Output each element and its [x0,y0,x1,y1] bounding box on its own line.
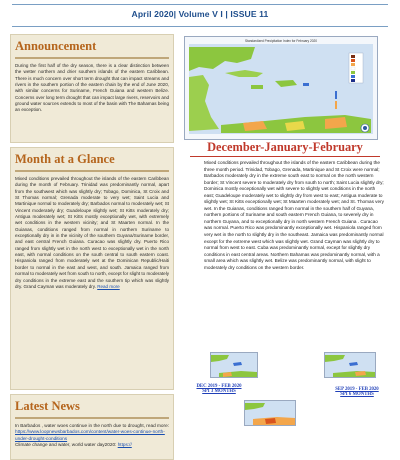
news-item-text: In Barbados , water woes continue in the north due to drought, read more: [15,423,169,428]
newsletter-header [0,0,400,28]
spi-3-month-label[interactable] [184,384,254,395]
news-item-text: Climate change and water, world water day2020: [15,442,117,448]
announcement-title-rule [15,57,169,59]
spi-6-month-label[interactable] [322,387,392,398]
header-rule-top [12,4,388,5]
latest-news-title-rule [15,417,169,419]
spi-6-month-label-line1: SEP 2019 - FEB 2020 [335,387,379,392]
news-item-link[interactable]: https:// [117,442,132,448]
latest-news-list [11,423,173,449]
issue-line: April 2020| Volume V I | ISSUE 11 [131,9,269,19]
announcement-title: Announcement [15,39,97,53]
read-more-link[interactable]: Read more [97,283,120,289]
spi-3-month-label-line1: DEC 2019 - FEB 2020 [196,384,242,389]
spi-bottom-map-graphic [245,401,295,425]
spi-bottom-thumbnail[interactable] [244,400,296,426]
map-caption: Standardized Precipitation Index for February 2020 [244,39,318,43]
news-item [15,423,169,442]
latest-news-box [10,394,174,460]
feature-title: December-January-February [207,140,363,154]
header-rule-bottom [12,26,388,27]
spi-6-month-map-graphic [325,353,375,377]
month-at-a-glance-body [11,176,173,290]
month-at-a-glance-title-rule [15,170,169,172]
month-at-a-glance-title: Month at a Glance [15,152,115,166]
feature-title-rule [190,156,380,157]
spi-6-month-thumbnail[interactable] [324,352,376,378]
latest-news-title: Latest News [15,399,80,413]
month-at-a-glance-text: Mixed conditions prevailed throughout the islands of the eastern Caribbean during the month of February. Trinidad was predominantly normal, apart from the southwest which was slightly dry; Tobago, Dominica, St Croix and St Thomas normal; Grenada moderate to very wet; Saint Lucia and Martinique normal to moderately dry; Barbados normal to moderately wet; St Vincent moderately dry; Guadeloupe slightly wet; St Kitts moderately dry; Antigua moderately wet; St Kitts mostly exceptionally wet, with extremely wet conditions in the western vicinity; and St Maarten normal. In the Guianas, conditions ranged from normal in northern Suriname to exceptionally dry in in the vicinity of the southern Guyana/Suriname border, and east central French Guiana. Curacao was slightly dry. Puerto Rico ranged from slightly wet in the north west to exceptionally wet in the north east, with normal conditions on the south central to south eastern coast. Hispaniola ranged from moderately wet at the Dominican Republic/Haiti border to normal in the east and west, and south. Jamaica ranged from normal to moderately wet from south to north, except for slight to moderately dry conditions in the extreme east and the southern tip which was slightly dry. Grand Cayman was moderately dry. [15,176,169,289]
spi-3-month-label-line2: SPI 3 MONTHS [202,389,236,395]
news-item [15,442,169,448]
spi-3-month-thumbnail[interactable] [210,352,258,378]
caribbean-map-graphic [185,37,377,139]
spi-3-month-map-graphic [211,353,257,377]
announcement-body: During the first half of the dry season, there is a clear distinction between the wetter northern and drier southern islands of the eastern Caribbean. There is much concern over short term drought that can impact streams and rivers in the southern portion of the eastern chain by the end of June 2020, with similar concerns for Suriname, French Guiana and western Belize. Concerns over long term drought that can impact large rivers, reservoirs and ground water sources extends to most of the basin with The Bahamas being an exception. [15,63,169,113]
feature-body: Mixed conditions prevailed throughout the islands of the eastern Caribbean during the three month period. Trinidad, Tobago, Grenada, Martinique and St Croix were normal; Barbados moderately dry in the extreme south east to normal on the north western border; St Vincent severe to moderately dry from south to north; Saint Lucia slightly dry; Dominica mostly exceptionally wet with severe to slightly wet conditions in the north east; Guadeloupe moderately wet to slightly dry from west to east; Antigua moderate to slightly wet; St Kitts exceptionally wet; St Maarten moderately wet; and St. Thomas very wet. In the Guianas, conditions ranged from normal in the southern half of Guyana, northern portions of Suriname and south eastern French Guiana, to severely dry in northern Guyana, and to exceptionally dry in north western French Guiana . Curacao was normal. Puerto Rico was predominantly exceptionally wet. Hispaniola ranged from very wet in the north to slightly dry in the southeast. Jamaica was predominantly normal except for the extreme west which was slightly wet. Grand Cayman was slightly dry to normal from west to east. Cuba was predominantly normal, except for slightly dry conditions in east central areas. Northern Bahamas was predominantly normal, with a small area which was slightly wet. Belize was predominantly normal, with slight to moderately dry conditions on the western border. [204,160,384,270]
spi-map [184,36,378,140]
month-at-a-glance-box [10,147,174,390]
announcement-box [10,34,174,143]
spi-6-month-label-line2: SPI 6 MONTHS [340,392,374,398]
news-item-link[interactable]: https://www.loopnewsbarbados.com/content/water-woes-continue-north-under-drought-conditions [15,429,165,441]
